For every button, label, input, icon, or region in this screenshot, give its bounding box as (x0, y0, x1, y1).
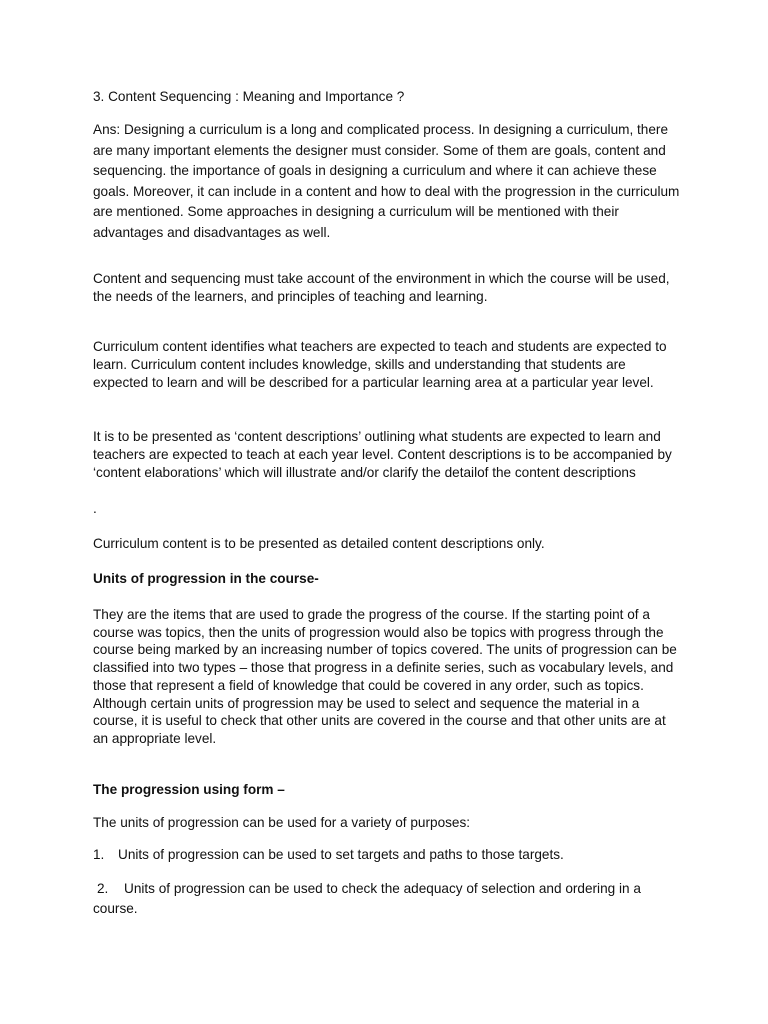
answer-paragraph: Ans: Designing a curriculum is a long and complicated process. In designing a curriculum, there are many important elements the designer must consider. Some of them are goals, content and sequencing. the importance of goals in designing a curriculum and where it can achieve these goals. Moreover, it can include in a content and how to deal with the progression in the curriculum are mentioned. Some approaches in designing a curriculum will be mentioned with their advantages and disadvantages as well. (93, 122, 680, 240)
paragraph-detailed-descriptions: Curriculum content is to be presented as detailed content descriptions only. (93, 536, 545, 551)
list-item (93, 879, 683, 919)
list-item (93, 846, 683, 864)
units-heading: Units of progression in the course- (93, 571, 319, 586)
list-item-number: 1. (93, 847, 105, 862)
list-item-text: Units of progression can be used to check the adequacy of selection and ordering in a course. (93, 881, 641, 916)
paragraph-units-of-progression: They are the items that are used to grade the progress of the course. If the starting point of a course was topics, then the units of progression would also be topics with progress through the course being marked by an increasing number of topics covered. The units of progression can be classified into two types – those that progress in a definite series, such as vocabulary levels, and those that represent a field of knowledge that could be covered in any order, such as topics. Although certain units of progression may be used to select and sequence the material in a course, it is useful to check that other units are covered in the course and that other units are at an appropriate level. (93, 607, 677, 746)
paragraph-purposes: The units of progression can be used for a variety of purposes: (93, 815, 471, 830)
list-item-number: 2. (97, 881, 109, 896)
question-heading: 3. Content Sequencing : Meaning and Importance ? (93, 89, 405, 104)
paragraph-environment: Content and sequencing must take account of the environment in which the course will be used, the needs of the learners, and principles of teaching and learning. (93, 271, 670, 304)
stray-period: . (93, 501, 97, 516)
paragraph-curriculum-content: Curriculum content identifies what teachers are expected to teach and students are expected to learn. Curriculum content includes knowledge, skills and understanding that students are expected to learn and will be described for a particular learning area at a particular year level. (93, 339, 667, 390)
progression-heading: The progression using form – (93, 782, 285, 797)
paragraph-content-descriptions: It is to be presented as ‘content descriptions’ outlining what students are expected to learn and teachers are expected to teach at each year level. Content descriptions is to be accompanied by ‘content elaborations’ which will illustrate and/or clarify the detailof the content descriptions (93, 429, 672, 480)
list-item-text: Units of progression can be used to set targets and paths to those targets. (118, 847, 564, 862)
